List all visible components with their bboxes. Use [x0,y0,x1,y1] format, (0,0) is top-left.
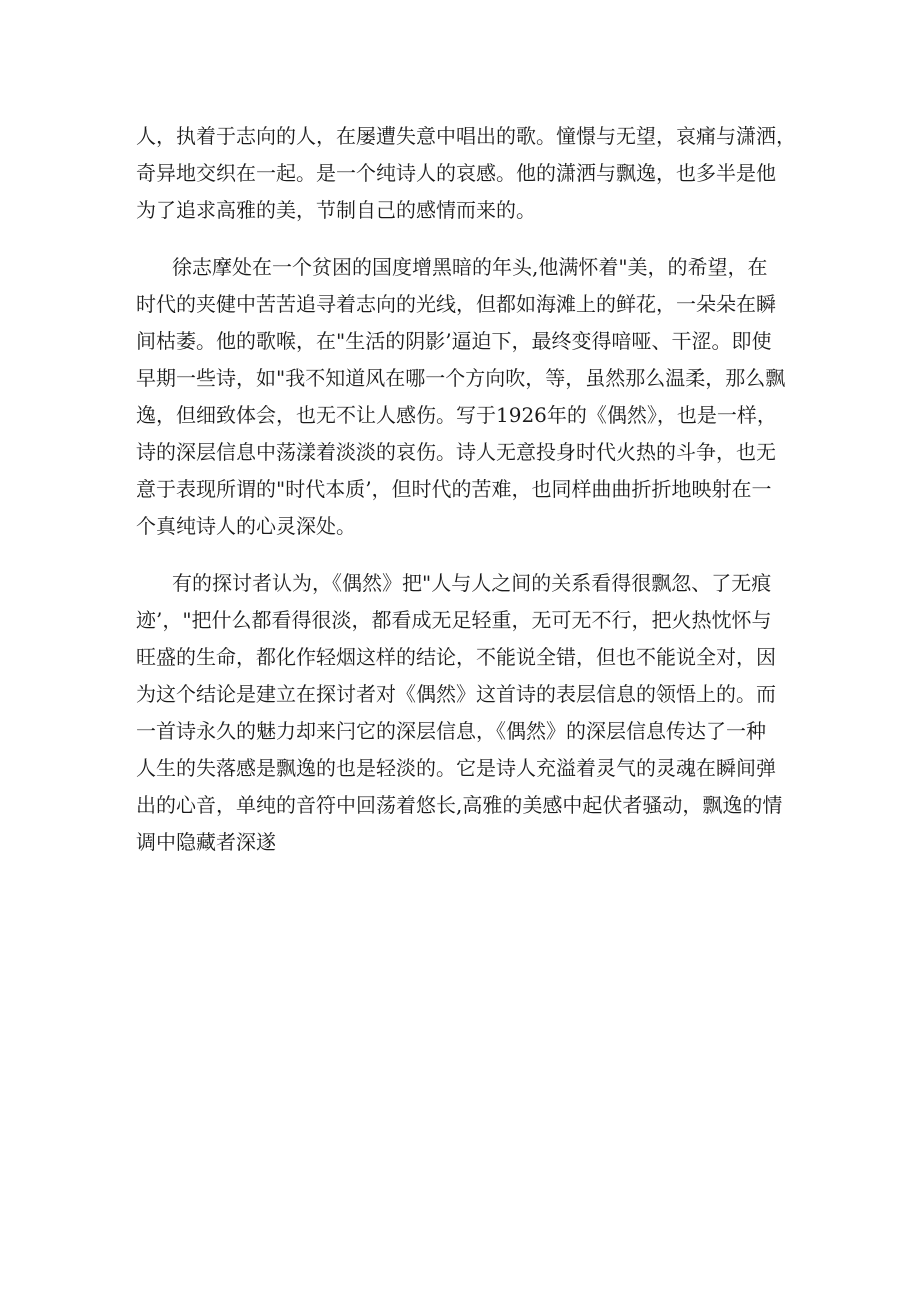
text-line: 迹’，"把什么都看得很淡，都看成无足轻重，无可无不行，把火热忱怀与 [136,608,772,632]
text-line: 人，执着于志向的人，在屡遭失意中唱出的歌。憧憬与无望，哀痛与潇洒， [136,124,796,148]
paragraph-3 [136,565,786,861]
text-line: 旺盛的生命，都化作轻烟这样的结论，不能说全错，但也不能说全对，因 [136,645,776,669]
text-line: 为了追求高雅的美，节制自己的感情而来的。 [136,198,536,222]
text-line: 意于表现所谓的"时代本质’，但时代的苦难，也同样曲曲折折地映射在一 [136,477,772,501]
text-line: 徐志摩处在一个贫困的国度增黑暗的年头,他满怀着"美，的希望，在 [172,255,768,279]
paragraph-spacer [136,545,786,565]
text-line: 有的探讨者认为，《偶然》把"人与人之间的关系看得很飘忽、了无痕 [172,571,772,595]
text-line: 一首诗永久的魅力却来闩它的深层信息，《偶然》的深层信息传达了一种 [136,719,766,743]
text-line: 时代的夹健中苦苦追寻着志向的光线，但都如海滩上的鲜花，一朵朵在瞬 [136,292,776,316]
text-line: 出的心音，单纯的音符中回荡着悠长,高雅的美感中起伏者骚动，飘逸的情 [136,793,783,817]
paragraph-2 [136,249,786,545]
text-line: 逸，但细致体会，也无不让人感伤。写于1926年的《偶然》，也是一样， [136,403,777,427]
text-line: 诗的深层信息中荡漾着淡淡的哀伤。诗人无意投身时代火热的斗争，也无 [136,440,776,464]
text-line: 早期一些诗，如"我不知道风在哪一个方向吹，等，虽然那么温柔，那么飘 [136,366,786,390]
text-line: 人生的失落感是飘逸的也是轻淡的。它是诗人充溢着灵气的灵魂在瞬间弹 [136,756,776,780]
paragraph-spacer [136,229,786,249]
text-line: 为这个结论是建立在探讨者对《偶然》这首诗的表层信息的领悟上的。而 [136,682,776,706]
text-line: 间枯萎。他的歌喉，在"生活的阴影’逼迫下，最终变得喑哑、干涩。即使 [136,329,772,353]
text-line: 个真纯诗人的心灵深处。 [136,514,356,538]
paragraph-1 [136,118,796,229]
document-body [136,118,796,861]
text-line: 调中隐藏者深遂 [136,830,276,854]
text-line: 奇异地交织在一起。是一个纯诗人的哀感。他的潇洒与飘逸，也多半是他 [136,161,776,185]
